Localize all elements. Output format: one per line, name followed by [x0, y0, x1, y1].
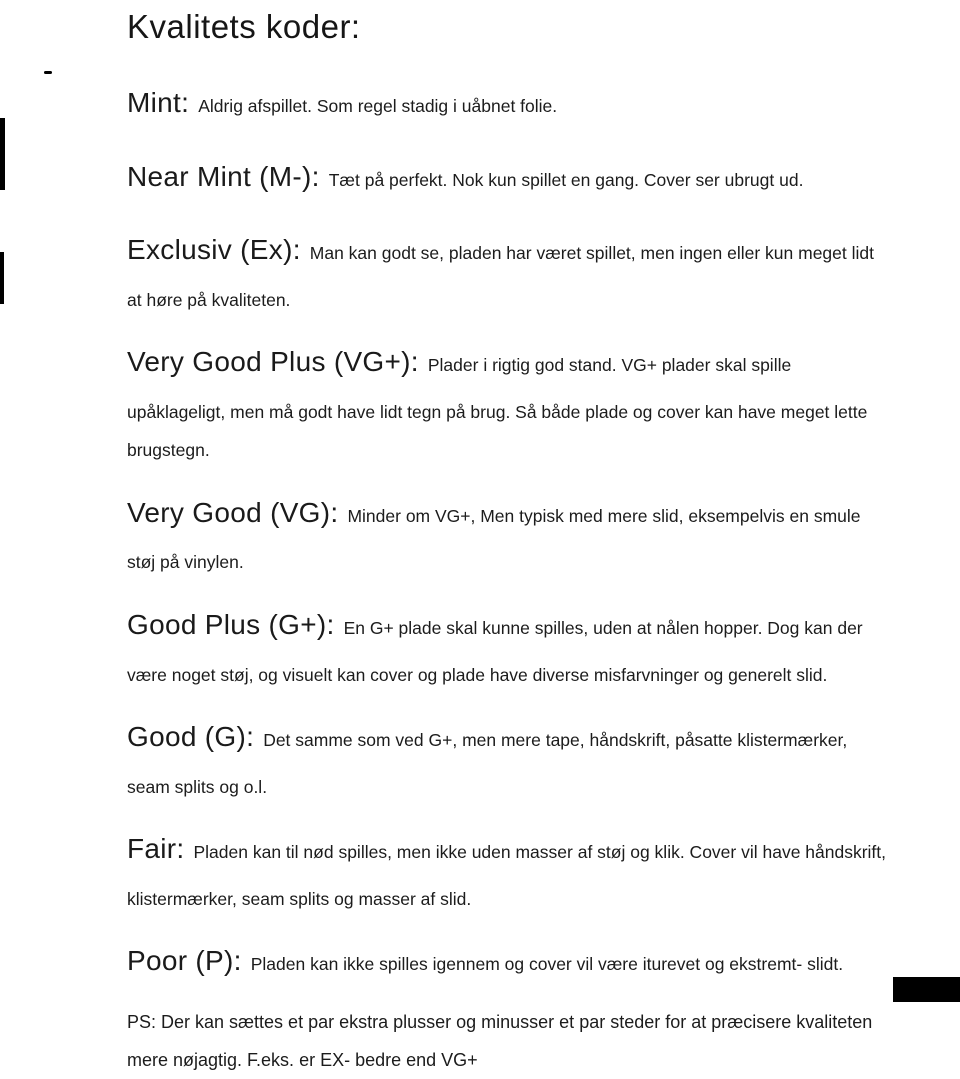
grade-term: Fair:	[127, 833, 185, 865]
grade-term: Poor (P):	[127, 945, 242, 977]
grade-description: Plader i rigtig god stand. VG+ plader skal spille upåklageligt, men må godt have lidt tegn på brug. Så både plade og cover kan have meget lette brugstegn.	[127, 355, 868, 461]
grade-term: Mint:	[127, 87, 190, 118]
grade-description: Man kan godt se, pladen har været spillet, men ingen eller kun meget lidt at høre på kvaliteten.	[127, 243, 874, 310]
grade-entry-poor	[127, 930, 887, 992]
grade-entry-fair	[127, 818, 887, 918]
grade-description: Det samme som ved G+, men mere tape, håndskrift, påsatte klistermærker, seam splits og o.l.	[127, 730, 848, 797]
grade-entry-very-good-plus	[127, 331, 887, 470]
grade-description: En G+ plade skal kunne spilles, uden at nålen hopper. Dog kan der være noget støj, og visuelt kan cover og plade have diverse misfarvninger og generelt slid.	[127, 617, 863, 685]
grade-term: Good (G):	[127, 721, 255, 753]
grade-term: Near Mint (M-):	[127, 160, 320, 192]
grade-entry-exclusiv	[127, 219, 887, 319]
grade-description: Aldrig afspillet. Som regel stadig i uåbnet folie.	[198, 96, 558, 116]
grade-description: Tæt på perfekt. Nok kun spillet en gang. Cover ser ubrugt ud.	[328, 169, 804, 190]
grade-term: Very Good (VG):	[127, 496, 339, 528]
scan-artifact-bottom-right-corner	[893, 977, 960, 1002]
grade-description: Pladen kan ikke spilles igennem og cover vil være iturevet og ekstremt- slidt.	[250, 954, 844, 975]
grade-entry-good-plus	[127, 594, 887, 694]
grade-entry-very-good	[127, 482, 887, 582]
grade-entry-mint	[127, 72, 887, 134]
document-page	[127, 8, 887, 1079]
grade-term: Exclusiv (Ex):	[127, 234, 301, 266]
grade-description: Pladen kan til nød spilles, men ikke uden masser af støj og klik. Cover vil have håndskrift, klistermærker, seam splits og masser af slid.	[127, 842, 887, 909]
grade-entry-near-mint	[127, 146, 887, 208]
ps-footnote: PS: Der kan sættes et par ekstra plusser og minusser et par steder for at præcisere kvaliteten mere nøjagtig. F.eks. er EX- bedre end VG+	[127, 1011, 873, 1070]
grade-term: Very Good Plus (VG+):	[127, 346, 419, 378]
page-title: Kvalitets koder:	[127, 8, 361, 45]
grade-description: Minder om VG+, Men typisk med mere slid, eksempelvis en smule støj på vinylen.	[127, 505, 861, 573]
grade-term: Good Plus (G+):	[127, 608, 335, 640]
grade-entry-good	[127, 706, 887, 806]
scan-artifact-left-edge-top	[0, 118, 5, 190]
scan-artifact-speck	[44, 71, 52, 74]
scan-artifact-left-edge-middle	[0, 252, 4, 304]
